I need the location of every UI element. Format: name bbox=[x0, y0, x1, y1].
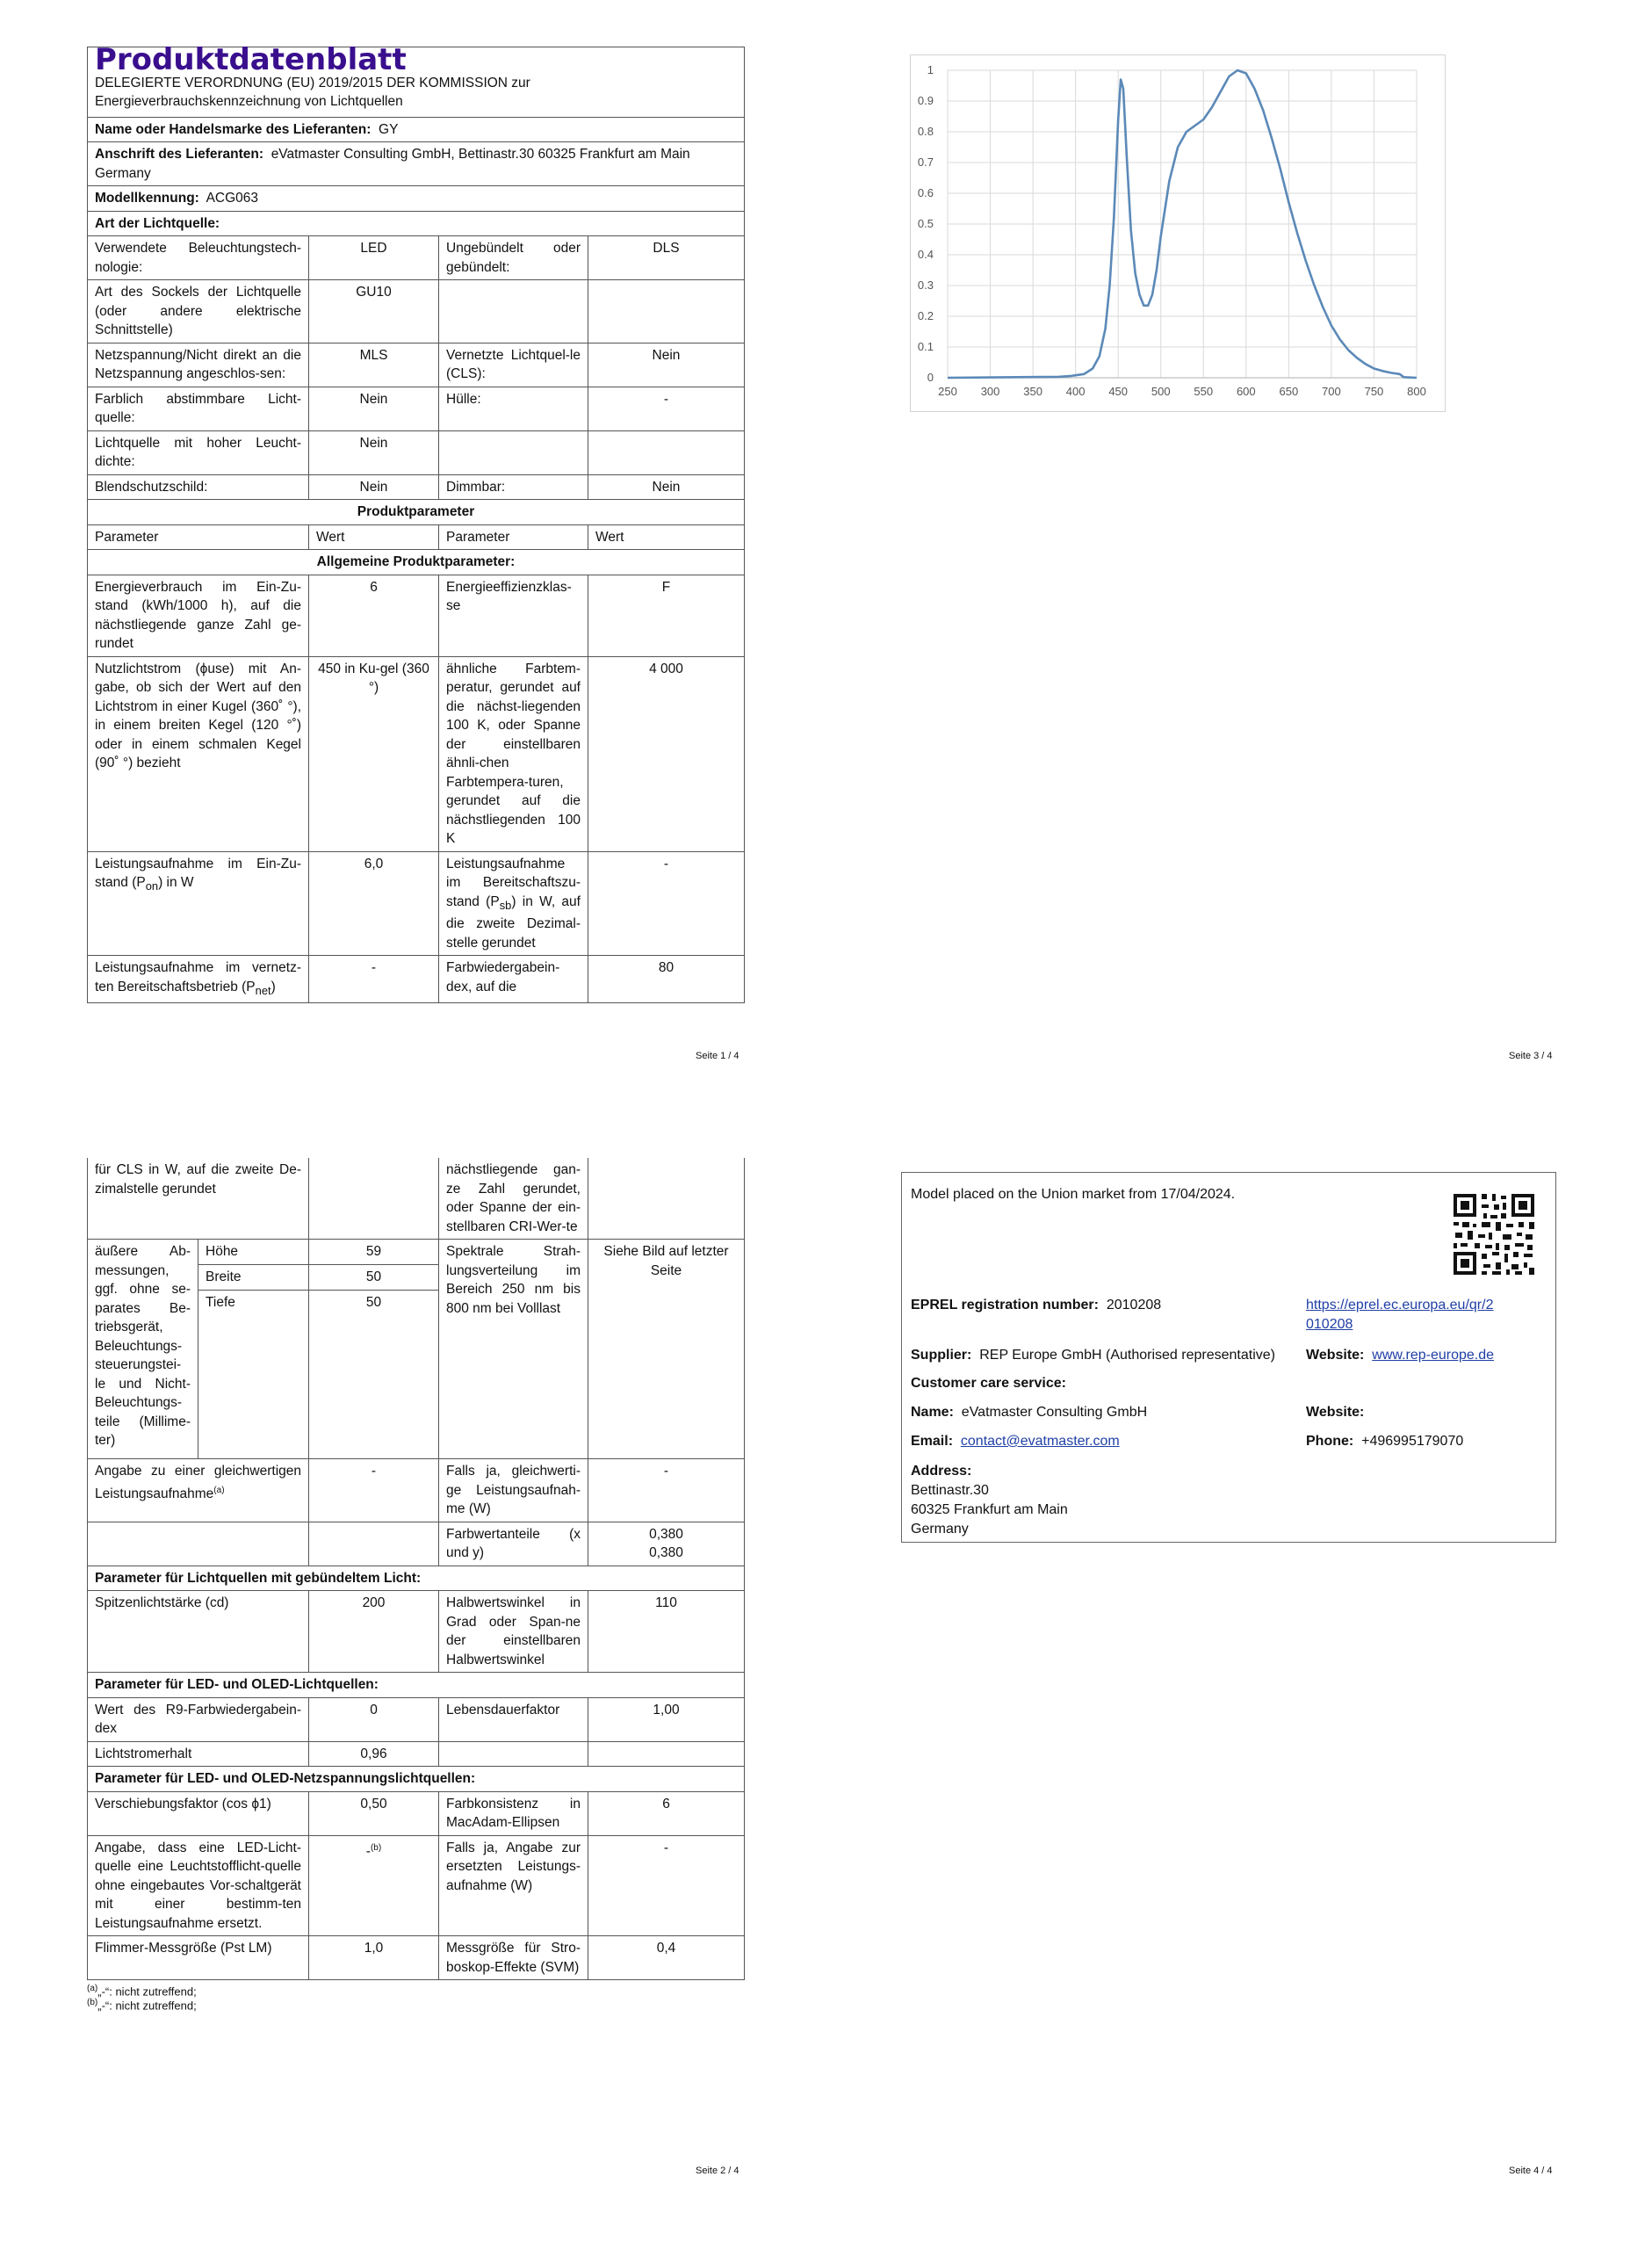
param-label bbox=[439, 851, 588, 956]
supplier-info bbox=[911, 1346, 1275, 1365]
param-label bbox=[88, 1522, 309, 1566]
page-number: Seite 2 / 4 bbox=[696, 2166, 739, 2176]
supplier-value: REP Europe GmbH (Authorised representative) bbox=[979, 1348, 1275, 1363]
param-value: Nein bbox=[588, 474, 745, 500]
param-value: 6 bbox=[309, 575, 439, 656]
param-label: Verwendete Beleuchtungstech-nologie: bbox=[88, 236, 309, 280]
psb-subscript: sb bbox=[499, 898, 512, 912]
regulation-text: DELEGIERTE VERORDNUNG (EU) 2019/2015 DER KOMMISSION zur Energieverbrauchskennzeichnung von Lichtquellen bbox=[95, 75, 530, 109]
param-label: Flimmer-Messgröße (Pst LM) bbox=[88, 1936, 309, 1980]
param-label: Farblich abstimmbare Licht-quelle: bbox=[88, 387, 309, 430]
dimension-value: 50 bbox=[309, 1291, 439, 1459]
param-value: - bbox=[588, 1459, 745, 1522]
led-params-heading: Parameter für LED- und OLED-Lichtquellen: bbox=[88, 1673, 745, 1698]
eprel-number: 2010208 bbox=[1106, 1298, 1162, 1313]
param-value: 0,96 bbox=[309, 1741, 439, 1767]
care-website bbox=[1306, 1403, 1364, 1422]
param-label: Farbkonsistenz in MacAdam-Ellipsen bbox=[439, 1791, 588, 1835]
footnote-a bbox=[87, 1984, 744, 1998]
dimensions-label: äußere Ab-messungen, ggf. ohne se-parates Be-triebsgerät, Beleuchtungs-steuerungstei-le und Nicht-Beleuchtungs-teile (Millime-ter) bbox=[88, 1240, 198, 1459]
y-tick-label: 0.3 bbox=[917, 278, 934, 292]
y-tick-label: 0.4 bbox=[917, 248, 934, 261]
website-label: Website: bbox=[1306, 1405, 1365, 1420]
column-header: Parameter bbox=[439, 524, 588, 550]
param-value: LED bbox=[309, 236, 439, 280]
type-heading: Art der Lichtquelle: bbox=[88, 211, 745, 236]
pnet-label: Leistungsaufnahme im vernetz-ten Bereitschaftsbetrieb (P bbox=[95, 960, 301, 994]
param-label: Vernetzte Lichtquel-le (CLS): bbox=[439, 343, 588, 387]
param-label bbox=[439, 280, 588, 343]
qr-code-icon bbox=[1452, 1192, 1536, 1276]
address-line: 60325 Frankfurt am Main bbox=[911, 1502, 1068, 1517]
email-link[interactable]: contact@evatmaster.com bbox=[960, 1434, 1120, 1449]
x-tick-label: 300 bbox=[980, 385, 1000, 398]
param-value: 1,00 bbox=[588, 1697, 745, 1741]
param-label bbox=[439, 1741, 588, 1767]
pnet-subscript: net bbox=[255, 983, 271, 997]
table-row bbox=[88, 1591, 745, 1673]
page-1 bbox=[87, 42, 744, 1039]
param-value: - bbox=[588, 387, 745, 430]
param-label: Lichtquelle mit hoher Leucht-dichte: bbox=[88, 430, 309, 474]
param-label bbox=[439, 430, 588, 474]
param-value bbox=[588, 430, 745, 474]
table-row bbox=[88, 280, 745, 343]
x-tick-label: 600 bbox=[1236, 385, 1256, 398]
equivalent-power-label: Angabe zu einer gleichwertigen Leistungsaufnahme bbox=[95, 1464, 301, 1501]
dls-params-heading: Parameter für Lichtquellen mit gebündeltem Licht: bbox=[88, 1566, 745, 1591]
supplier-website bbox=[1306, 1346, 1494, 1365]
param-value: - bbox=[588, 851, 745, 956]
x-tick-label: 450 bbox=[1108, 385, 1129, 398]
x-tick-label: 500 bbox=[1151, 385, 1171, 398]
param-label: Verschiebungsfaktor (cos ϕ1) bbox=[88, 1791, 309, 1835]
table-row bbox=[88, 1697, 745, 1741]
param-value: - bbox=[309, 956, 439, 1003]
param-label: Wert des R9-Farbwiedergabein-dex bbox=[88, 1697, 309, 1741]
param-value: 450 in Ku-gel (360 °) bbox=[309, 656, 439, 851]
supplier-address-label: Anschrift des Lieferanten: bbox=[95, 147, 264, 162]
chromaticity-x: 0,380 bbox=[649, 1526, 683, 1542]
supplier-website-link[interactable]: www.rep-europe.de bbox=[1372, 1348, 1495, 1363]
param-value: 0,50 bbox=[309, 1791, 439, 1835]
y-tick-label: 0.8 bbox=[917, 125, 934, 138]
x-tick-label: 550 bbox=[1194, 385, 1214, 398]
param-label: Energieeffizienzklas-se bbox=[439, 575, 588, 656]
supplier-label: Supplier: bbox=[911, 1348, 972, 1363]
footnote-text: „-“: nicht zutreffend; bbox=[97, 1999, 197, 2013]
page-number: Seite 3 / 4 bbox=[1509, 1051, 1553, 1061]
param-value: 0,4 bbox=[588, 1936, 745, 1980]
address-label: Address: bbox=[911, 1464, 972, 1479]
param-value: DLS bbox=[588, 236, 745, 280]
care-name bbox=[911, 1403, 1147, 1422]
y-tick-label: 0.5 bbox=[917, 217, 934, 230]
pnet-close: ) bbox=[271, 979, 276, 994]
x-tick-label: 250 bbox=[938, 385, 957, 398]
param-label: Spektrale Strah-lungsverteilung im Bereich 250 nm bis 800 nm bei Volllast bbox=[439, 1240, 588, 1459]
footnote-b bbox=[87, 1998, 744, 2012]
param-label: Angabe, dass eine LED-Licht-quelle eine Leuchtstofflicht-quelle ohne eingebautes Vor-schaltgerät mit einer bestimm-ten Leistungsaufnahme ersetzt. bbox=[88, 1835, 309, 1936]
supplier-address-row bbox=[88, 142, 745, 186]
product-datasheet-table-continued bbox=[87, 1158, 745, 1980]
customer-care-label: Customer care service: bbox=[911, 1376, 1066, 1391]
model-id: ACG063 bbox=[206, 191, 259, 206]
pon-label: Leistungsaufnahme im Ein-Zu-stand (P bbox=[95, 856, 301, 890]
page-number: Seite 1 / 4 bbox=[696, 1051, 739, 1061]
param-label bbox=[88, 956, 309, 1003]
footnote-text: „-“: nicht zutreffend; bbox=[97, 1985, 197, 1999]
table-row bbox=[88, 1240, 745, 1265]
table-row bbox=[88, 656, 745, 851]
care-email bbox=[911, 1432, 1120, 1451]
table-row bbox=[88, 236, 745, 280]
supplier-name-label: Name oder Handelsmarke des Lieferanten: bbox=[95, 121, 372, 137]
param-label bbox=[88, 1459, 309, 1522]
y-tick-label: 0.9 bbox=[917, 94, 934, 107]
dimension-name: Tiefe bbox=[198, 1291, 309, 1459]
x-tick-label: 650 bbox=[1279, 385, 1299, 398]
table-row bbox=[88, 1936, 745, 1980]
x-tick-label: 800 bbox=[1407, 385, 1426, 398]
dimension-value: 59 bbox=[309, 1240, 439, 1265]
param-label: Falls ja, gleichwerti-ge Leistungsaufnah-me (W) bbox=[439, 1459, 588, 1522]
general-params-heading: Allgemeine Produktparameter: bbox=[88, 550, 745, 575]
param-value bbox=[309, 1158, 439, 1240]
param-label: Hülle: bbox=[439, 387, 588, 430]
param-value: 4 000 bbox=[588, 656, 745, 851]
page-title: Produktdatenblatt bbox=[95, 42, 407, 77]
table-row bbox=[88, 387, 745, 430]
param-label: Blendschutzschild: bbox=[88, 474, 309, 500]
param-label: Netzspannung/Nicht direkt an die Netzspannung angeschlos-sen: bbox=[88, 343, 309, 387]
footnote-marker: (b) bbox=[87, 1998, 98, 2008]
product-params-heading: Produktparameter bbox=[88, 500, 745, 525]
param-label bbox=[88, 851, 309, 956]
x-tick-label: 350 bbox=[1023, 385, 1042, 398]
y-tick-label: 0.6 bbox=[917, 186, 934, 199]
table-row bbox=[88, 1158, 745, 1240]
eprel-label: EPREL registration number: bbox=[911, 1298, 1099, 1313]
param-value: 200 bbox=[309, 1591, 439, 1673]
phone-label: Phone: bbox=[1306, 1434, 1354, 1449]
supplier-address: eVatmaster Consulting GmbH, Bettinastr.30 60325 Frankfurt am Main Germany bbox=[95, 147, 690, 181]
model-row bbox=[88, 186, 745, 212]
psb-label: Leistungsaufnahme im Bereitschaftszu-stand (P bbox=[446, 856, 581, 909]
y-tick-label: 0 bbox=[927, 371, 934, 384]
param-value: 6,0 bbox=[309, 851, 439, 956]
param-label: Falls ja, Angabe zur ersetzten Leistungs-aufnahme (W) bbox=[439, 1835, 588, 1936]
page-number: Seite 4 / 4 bbox=[1509, 2166, 1553, 2176]
param-value: F bbox=[588, 575, 745, 656]
table-row bbox=[88, 430, 745, 474]
param-value: - bbox=[588, 1835, 745, 1936]
param-value: Nein bbox=[309, 474, 439, 500]
y-tick-label: 0.1 bbox=[917, 340, 934, 353]
footnote-marker: (a) bbox=[87, 1984, 98, 1993]
param-label: Dimmbar: bbox=[439, 474, 588, 500]
param-value bbox=[588, 1158, 745, 1240]
table-row bbox=[88, 956, 745, 1003]
y-tick-label: 0.7 bbox=[917, 155, 934, 169]
product-datasheet-table bbox=[87, 42, 745, 1003]
website-label: Website: bbox=[1306, 1348, 1365, 1363]
param-label: Farbwiedergabein-dex, auf die bbox=[439, 956, 588, 1003]
param-value: Siehe Bild auf letzter Seite bbox=[588, 1240, 745, 1459]
customer-care-heading bbox=[911, 1374, 1066, 1393]
param-value: 1,0 bbox=[309, 1936, 439, 1980]
column-header-row bbox=[88, 524, 745, 550]
mains-params-heading: Parameter für LED- und OLED-Netzspannungslichtquellen: bbox=[88, 1767, 745, 1792]
param-label: für CLS in W, auf die zweite De-zimalstelle gerundet bbox=[88, 1158, 309, 1240]
column-header: Wert bbox=[588, 524, 745, 550]
param-value: Nein bbox=[309, 387, 439, 430]
name-value: eVatmaster Consulting GmbH bbox=[961, 1405, 1148, 1420]
address-line: Bettinastr.30 bbox=[911, 1483, 989, 1498]
param-value: 6 bbox=[588, 1791, 745, 1835]
eprel-info-box bbox=[901, 1172, 1556, 1543]
eprel-registration bbox=[911, 1296, 1161, 1315]
param-label: Messgröße für Stro-boskop-Effekte (SVM) bbox=[439, 1936, 588, 1980]
market-placement-text: Model placed on the Union market from 17/04/2024. bbox=[911, 1187, 1236, 1202]
table-row bbox=[88, 1791, 745, 1835]
table-row bbox=[88, 1835, 745, 1936]
care-phone bbox=[1306, 1432, 1463, 1451]
param-value: 110 bbox=[588, 1591, 745, 1673]
param-value: MLS bbox=[309, 343, 439, 387]
table-row bbox=[88, 1459, 745, 1522]
address-line: Germany bbox=[911, 1522, 969, 1537]
x-tick-label: 700 bbox=[1322, 385, 1341, 398]
param-label: ähnliche Farbtem-peratur, gerundet auf die nächst-liegenden 100 K, oder Spanne der einstellbaren ähnli-chen Farbtempera-turen, gerundet auf die nächstliegenden 100 K bbox=[439, 656, 588, 851]
param-value: Nein bbox=[309, 430, 439, 474]
psb-unit: ) in W, auf die zweite Dezimal-stelle gerundet bbox=[446, 893, 581, 951]
footnote-ref: (a) bbox=[213, 1485, 225, 1495]
chromaticity-y: 0,380 bbox=[649, 1545, 683, 1560]
datasheet-header bbox=[88, 42, 745, 118]
param-value: GU10 bbox=[309, 280, 439, 343]
column-header: Parameter bbox=[88, 524, 309, 550]
dimension-name: Höhe bbox=[198, 1240, 309, 1265]
param-value: Nein bbox=[588, 343, 745, 387]
table-row bbox=[88, 575, 745, 656]
model-label: Modellkennung: bbox=[95, 191, 199, 206]
dimension-value: 50 bbox=[309, 1265, 439, 1291]
param-label: Spitzenlichtstärke (cd) bbox=[88, 1591, 309, 1673]
supplier-name-row bbox=[88, 117, 745, 142]
param-label: nächstliegende gan-ze Zahl gerundet, oder Spanne der ein-stellbaren CRI-Wer-te bbox=[439, 1158, 588, 1240]
care-address bbox=[911, 1462, 1068, 1539]
table-row bbox=[88, 1741, 745, 1767]
param-label: Energieverbrauch im Ein-Zu-stand (kWh/1000 h), auf die nächstliegende ganze Zahl ge-rundet bbox=[88, 575, 309, 656]
param-value bbox=[588, 1522, 745, 1566]
param-value bbox=[309, 1835, 439, 1936]
name-label: Name: bbox=[911, 1405, 954, 1420]
table-row bbox=[88, 851, 745, 956]
param-value bbox=[309, 1522, 439, 1566]
table-row bbox=[88, 1522, 745, 1566]
column-header: Wert bbox=[309, 524, 439, 550]
param-label: Halbwertswinkel in Grad oder Span-ne der einstellbaren Halbwertswinkel bbox=[439, 1591, 588, 1673]
phone-value: +496995179070 bbox=[1361, 1434, 1464, 1449]
param-label: Farbwertanteile (x und y) bbox=[439, 1522, 588, 1566]
dimension-name: Breite bbox=[198, 1265, 309, 1291]
param-value bbox=[588, 280, 745, 343]
param-label: Lichtstromerhalt bbox=[88, 1741, 309, 1767]
y-tick-label: 0.2 bbox=[917, 309, 934, 322]
param-value: - bbox=[309, 1459, 439, 1522]
x-tick-label: 750 bbox=[1364, 385, 1384, 398]
spectral-chart-frame bbox=[910, 54, 1446, 412]
email-label: Email: bbox=[911, 1434, 954, 1449]
y-tick-label: 1 bbox=[927, 63, 934, 76]
replacement-value: - bbox=[365, 1843, 371, 1859]
spectral-distribution-chart bbox=[911, 55, 1445, 411]
x-tick-label: 400 bbox=[1065, 385, 1086, 398]
param-value: 0 bbox=[309, 1697, 439, 1741]
footnote-ref: (b) bbox=[370, 1842, 382, 1853]
param-label: Lebensdauerfaktor bbox=[439, 1697, 588, 1741]
param-value: 80 bbox=[588, 956, 745, 1003]
page-2 bbox=[87, 1158, 744, 2013]
table-row bbox=[88, 474, 745, 500]
supplier-name: GY bbox=[379, 121, 399, 137]
param-label: Ungebündelt oder gebündelt: bbox=[439, 236, 588, 280]
pon-subscript: on bbox=[145, 879, 159, 893]
param-label: Nutzlichtstrom (ϕuse) mit An-gabe, ob sich der Wert auf den Lichtstrom in einer Kugel (360˚ °), in einem breiten Kegel (120 °˚) oder in einem schmalen Kegel (90˚ °) bezieht bbox=[88, 656, 309, 851]
param-label: Art des Sockels der Lichtquelle (oder andere elektrische Schnittstelle) bbox=[88, 280, 309, 343]
table-row bbox=[88, 343, 745, 387]
pon-unit: ) in W bbox=[158, 875, 194, 890]
eprel-link[interactable]: https://eprel.ec.europa.eu/qr/2010208 bbox=[1306, 1298, 1494, 1332]
param-value bbox=[588, 1741, 745, 1767]
